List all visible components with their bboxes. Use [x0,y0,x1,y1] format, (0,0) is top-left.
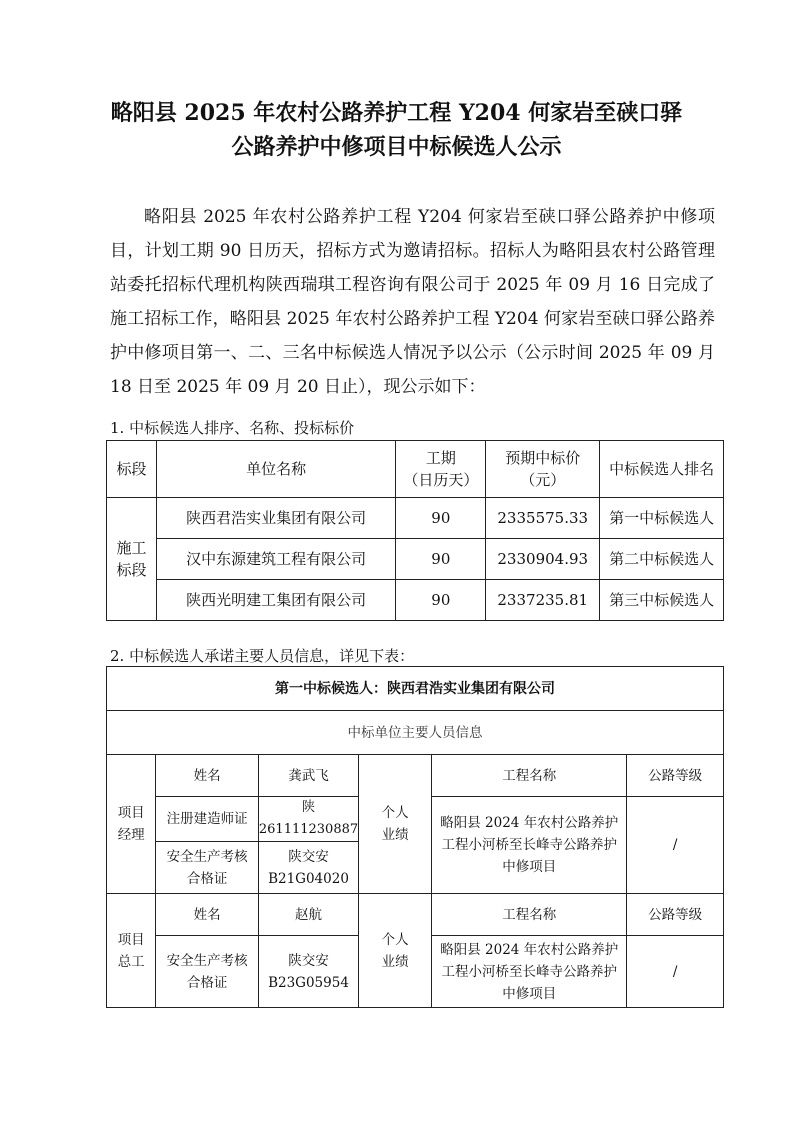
section2-label: 2. 中标候选人承诺主要人员信息，详见下表： [110,647,415,665]
header-company: 单位名称 [156,441,395,498]
price-cell: 2330904.93 [486,539,600,580]
company-cell: 陕西光明建工集团有限公司 [156,580,395,621]
intro-paragraph: 略阳县 2025 年农村公路养护工程 Y204 何家岩至硖口驿公路养护中修项目，计划工期 90 日历天，招标方式为邀请招标。招标人为略阳县农村公路管理站委托招标代理机构陕西瑞琪工程咨询有限公司于 2025 年 09 月 16 日完成了施工招标工作，略阳县 2025 年农村公路养护工程 Y204 何家岩至硖口驿公路养护中修项目第一、二、三名中标候选人情况予以公示（公示时间 2025 年 09 月 18 日至 2025 年 09 月 20 日止），现公示如下： [110,207,715,397]
subtitle-row [107,711,724,755]
title-line-2: 公路养护中修项目中标候选人公示 [231,134,562,160]
period-cell: 90 [396,580,486,621]
chief-perf-cell [359,894,432,1008]
table-row [107,498,724,539]
chief-role-line1: 项目 [117,931,145,948]
company-cell: 汉中东源建筑工程有限公司 [156,539,395,580]
manager-project-cell [432,797,627,894]
chief-role-cell [107,894,156,1008]
chief-project-cell [432,936,627,1008]
chief-project-header: 工程名称 [432,894,627,936]
chief-cert-value-line2: B23G05954 [268,974,349,991]
manager-role-line2: 经理 [117,827,145,843]
manager-role-line1: 项目 [117,805,145,821]
manager-cert2-value [258,842,358,894]
chief-cert-value [258,936,358,1008]
header-period [396,441,486,498]
rank-cell: 第一中标候选人 [600,498,724,539]
manager-project-line1: 略阳县 2024 年农村公路养护 [440,815,619,831]
chief-grade-header: 公路等级 [627,894,724,936]
section-name-line1: 施工 [116,539,147,557]
rank-cell: 第二中标候选人 [600,539,724,580]
manager-cert2-label-line1: 安全生产考核 [166,848,248,865]
section-name-line2: 标段 [116,561,147,579]
chief-perf-line1: 个人 [381,931,409,948]
chief-cert-label [156,936,258,1008]
personnel-table [106,666,724,1008]
manager-cert2-value-line1: 陕交安 [288,848,329,865]
manager-cert2-label-line2: 合格证 [186,870,228,887]
manager-cert2-label [156,842,258,894]
manager-role-cell [107,755,156,894]
period-cell: 90 [396,498,486,539]
document-title [0,96,793,164]
table-row [107,894,724,936]
chief-cert-label-line2: 合格证 [186,974,228,991]
chief-name-label: 姓名 [156,894,258,936]
manager-name-label: 姓名 [156,755,258,797]
title-line-1: 略阳县 2025 年农村公路养护工程 Y204 何家岩至硖口驿 [110,100,683,126]
header-price-line1: 预期中标价 [505,449,581,467]
manager-project-line2: 工程小河桥至长峰寺公路养护 [441,837,617,853]
manager-cert1-value: 陕 261111230887 [258,797,358,842]
section1-label: 1. 中标候选人排序、名称、投标标价 [110,419,355,437]
candidate-title: 第一中标候选人：陕西君浩实业集团有限公司 [107,667,724,711]
header-price-line2: （元） [520,471,566,489]
chief-project-line1: 略阳县 2024 年农村公路养护 [440,941,619,958]
chief-name: 赵航 [258,894,358,936]
price-cell: 2335575.33 [486,498,600,539]
personnel-subtitle: 中标单位主要人员信息 [107,711,724,755]
company-cell: 陕西君浩实业集团有限公司 [156,498,395,539]
chief-project-line2: 工程小河桥至长峰寺公路养护 [441,963,617,980]
manager-cert1-label: 注册建造师证 [156,797,258,842]
manager-perf-line1: 个人 [381,805,409,821]
header-price [486,441,600,498]
table-row [107,580,724,621]
manager-grade: / [627,797,724,894]
chief-project-line3: 中修项目 [502,985,557,1002]
candidate-title-row [107,667,724,711]
manager-cert2-value-line2: B21G04020 [268,870,349,887]
manager-project-header: 工程名称 [432,755,627,797]
chief-perf-line2: 业绩 [381,953,409,970]
chief-cert-label-line1: 安全生产考核 [166,952,248,969]
chief-grade: / [627,936,724,1008]
table-row [107,755,724,797]
chief-role-line2: 总工 [117,953,145,970]
table-row [107,539,724,580]
table-header-row [107,441,724,498]
manager-grade-header: 公路等级 [627,755,724,797]
manager-project-line3: 中修项目 [502,859,557,875]
header-rank: 中标候选人排名 [600,441,724,498]
manager-perf-line2: 业绩 [381,827,409,843]
rank-cell: 第三中标候选人 [600,580,724,621]
chief-cert-value-line1: 陕交安 [288,952,329,969]
header-period-line1: 工期 [425,449,456,467]
price-cell: 2337235.81 [486,580,600,621]
header-period-line2: （日历天） [403,471,479,489]
header-section: 标段 [107,441,157,498]
candidate-ranking-table [106,440,724,621]
section-name-cell [107,498,157,621]
manager-perf-cell [359,755,432,894]
period-cell: 90 [396,539,486,580]
manager-name: 龚武飞 [258,755,358,797]
